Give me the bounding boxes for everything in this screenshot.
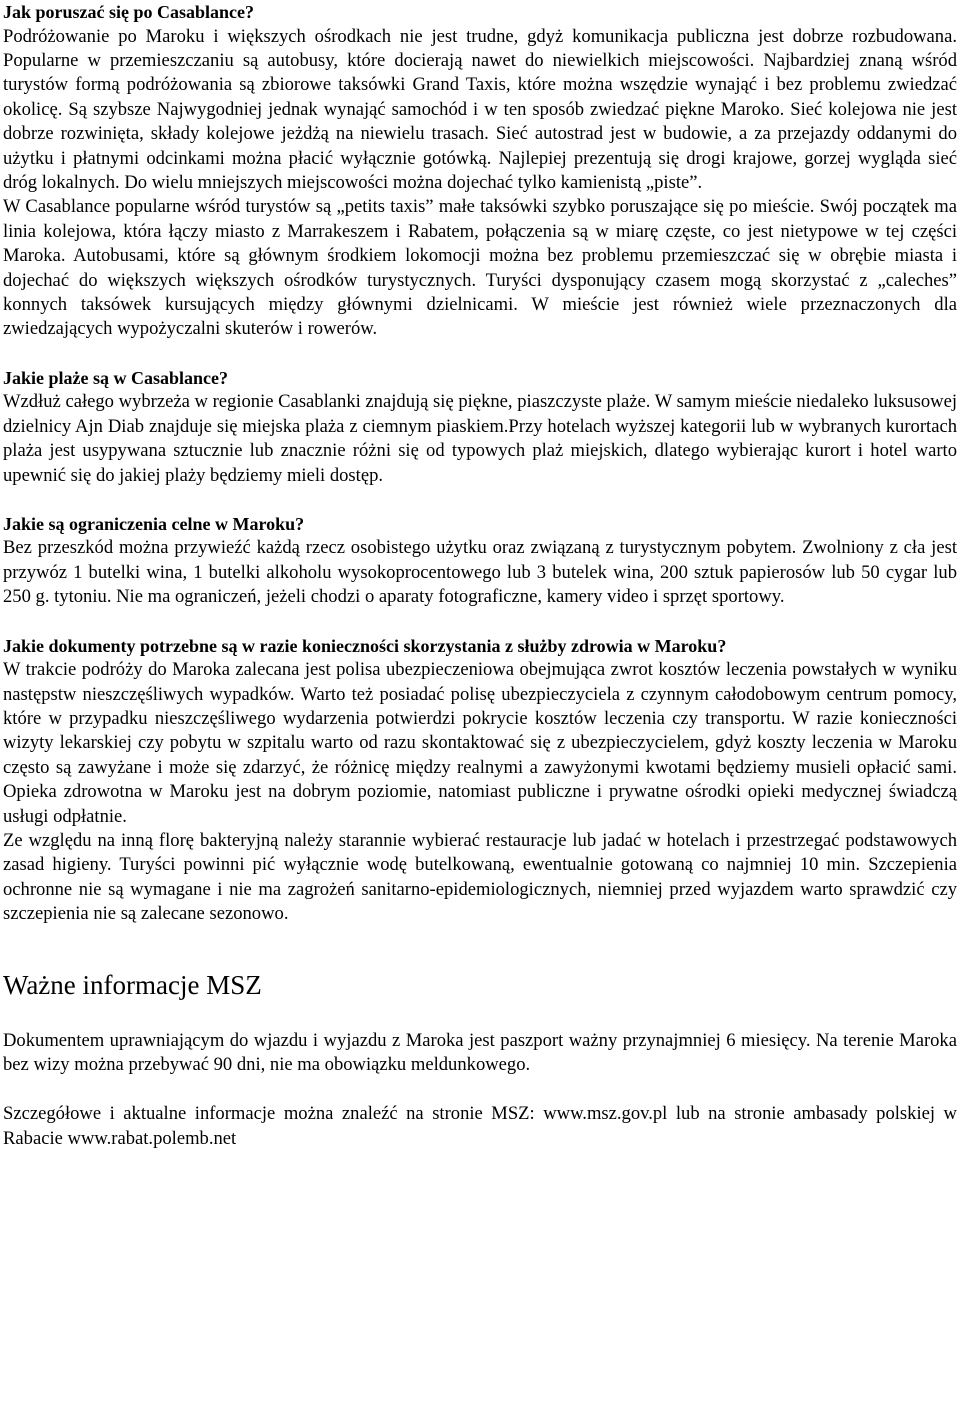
paragraph-health-insurance: W trakcie podróży do Maroka zalecana jest polisa ubezpieczeniowa obejmująca zwrot kosztów leczenia powstałych w wyniku następstw nieszczęśliwych wypadków. Warto też posiadać polisę ubezpieczyciela z czynnym całodobowym centrum pomocy, które w przypadku nieszczęśliwego wydarzenia potwierdzi pokrycie kosztów leczenia czy transportu. W razie konieczności wizyty lekarskiej czy pobytu w szpitalu warto od razu skontaktować się z ubezpieczycielem, gdyż koszty leczenia w Maroku często są zawyżane i może się zdarzyć, że różnicę między realnymi a zawyżonymi kwotami będziemy musieli opłacić sami. Opieka zdrowotna w Maroku jest na dobrym poziomie, natomiast publiczne i prywatne ośrodki opieki medycznej świadczą usługi odpłatnie.	[3, 659, 957, 827]
msz-website-link[interactable]: www.msz.gov.pl	[543, 1103, 668, 1125]
spacer	[3, 610, 957, 634]
paragraph-transport-casablanca: W Casablance popularne wśród turystów są „petits taxis” małe taksówki szybko poruszające się po mieście. Swój początek ma linia kolejowa, która łączy miasto z Marrakeszem i Rabatem, połączenia są w miarę częste, co jest nietypowe w tej części Maroka. Autobusami, które są głównym środkiem lokomocji można bez problemu przemieszczać się w obrębie miasta i dojechać do większych większych ośrodków turystycznych. Turyści dysponujący czasem mogą skorzystać z „caleches” konnych taksówek kursujących między głównymi dzielnicami. W mieście jest również wiele przeznaczonych dla zwiedzających wypożyczalni skuterów i rowerów.	[3, 196, 957, 340]
section-heading-transport: Jak poruszać się po Casablance?	[3, 2, 255, 22]
paragraph-transport-general: Podróżowanie po Maroku i większych ośrodkach nie jest trudne, gdyż komunikacja publiczna jest dobrze rozbudowana. Popularne w przemieszczaniu są autobusy, które docierają nawet do niewielkich miejscowości. Najbardziej znaną wśród turystów formą podróżowania są zbiorowe taksówki Grand Taxis, które można wszędzie wynająć i bez problemu zwiedzać okolicę. Są szybsze Najwygodniej jednak wynająć samochód i w ten sposób zwiedzać piękne Maroko. Sieć kolejowa nie jest dobrze rozwinięta, składy kolejowe jeżdżą na niewielu trasach. Sieć autostrad jest w budowie, a za przejazdy oddanymi do użytku i płatnymi odcinkami można płacić wyłącznie gotówką. Najlepiej prezentują się drogi krajowe, gorzej wygląda sieć dróg lokalnych. Do wielu mniejszych miejscowości można dojechać tylko kamienistą „piste”.	[3, 25, 957, 193]
section-heading-beaches: Jakie plaże są w Casablance?	[3, 367, 228, 388]
spacer	[3, 488, 957, 512]
section-heading-msz: Ważne informacje MSZ	[3, 969, 262, 1000]
spacer	[3, 927, 957, 969]
paragraph-beaches: Wzdłuż całego wybrzeża w regionie Casablanki znajdują się piękne, piaszczyste plaże. W samym mieście niedaleko luksusowej dzielnicy Ajn Diab znajduje się miejska plaża z ciemnym piaskiem.Przy hotelach wyższej kategorii lub w wybranych kurortach plaża jest usypywana sztucznie lub znacznie różni się od typowych plaż miejskich, dlatego wybierając kurort i hotel warto upewnić się do jakiej plaży będziemy mieli dostęp.	[3, 391, 957, 486]
section-heading-customs: Jakie są ograniczenia celne w Maroku?	[3, 513, 305, 534]
spacer	[3, 1077, 957, 1102]
spacer	[3, 1001, 957, 1029]
msz-links-mid-text: lub na stronie ambasady polskiej w Rabacie	[3, 1103, 957, 1149]
paragraph-msz-documents: Dokumentem uprawniającym do wjazdu i wyjazdu z Maroka jest paszport ważny przynajmniej 6 miesięcy. Na terenie Maroka bez wizy można przebywać 90 dni, nie ma obowiązku meldunkowego.	[3, 1029, 957, 1075]
msz-links-text: Szczegółowe i aktualne informacje można znaleźć na stronie MSZ:	[3, 1103, 544, 1125]
paragraph-customs: Bez przeszkód można przywieźć każdą rzecz osobistego użytku oraz związaną z turystycznym pobytem. Zwolniony z cła jest przywóz 1 butelki wina, 1 butelki alkoholu wysokoprocentowego lub 3 butelek wina, 200 sztuk papierosów lub 50 cygar lub 250 g. tytoniu. Nie ma ograniczeń, jeżeli chodzi o aparaty fotograficzne, kamery video i sprzęt sportowy.	[3, 537, 957, 608]
embassy-website-link[interactable]: www.rabat.polemb.net	[67, 1127, 237, 1149]
paragraph-msz-links	[3, 1102, 957, 1151]
section-heading-health: Jakie dokumenty potrzebne są w razie konieczności skorzystania z służby zdrowia w Maroku?	[3, 635, 727, 656]
paragraph-health-hygiene: Ze względu na inną florę bakteryjną należy starannie wybierać restauracje lub jadać w hotelach i przestrzegać podstawowych zasad higieny. Turyści powinni pić wyłącznie wodę butelkowaną, ewentualnie gotowaną co najmniej 10 min. Szczepienia ochronne nie są wymagane i nie ma zagrożeń sanitarno-epidemiologicznych, niemniej przed wyjazdem warto sprawdzić czy szczepienia nie są zalecane sezonowo.	[3, 829, 957, 925]
spacer	[3, 342, 957, 366]
